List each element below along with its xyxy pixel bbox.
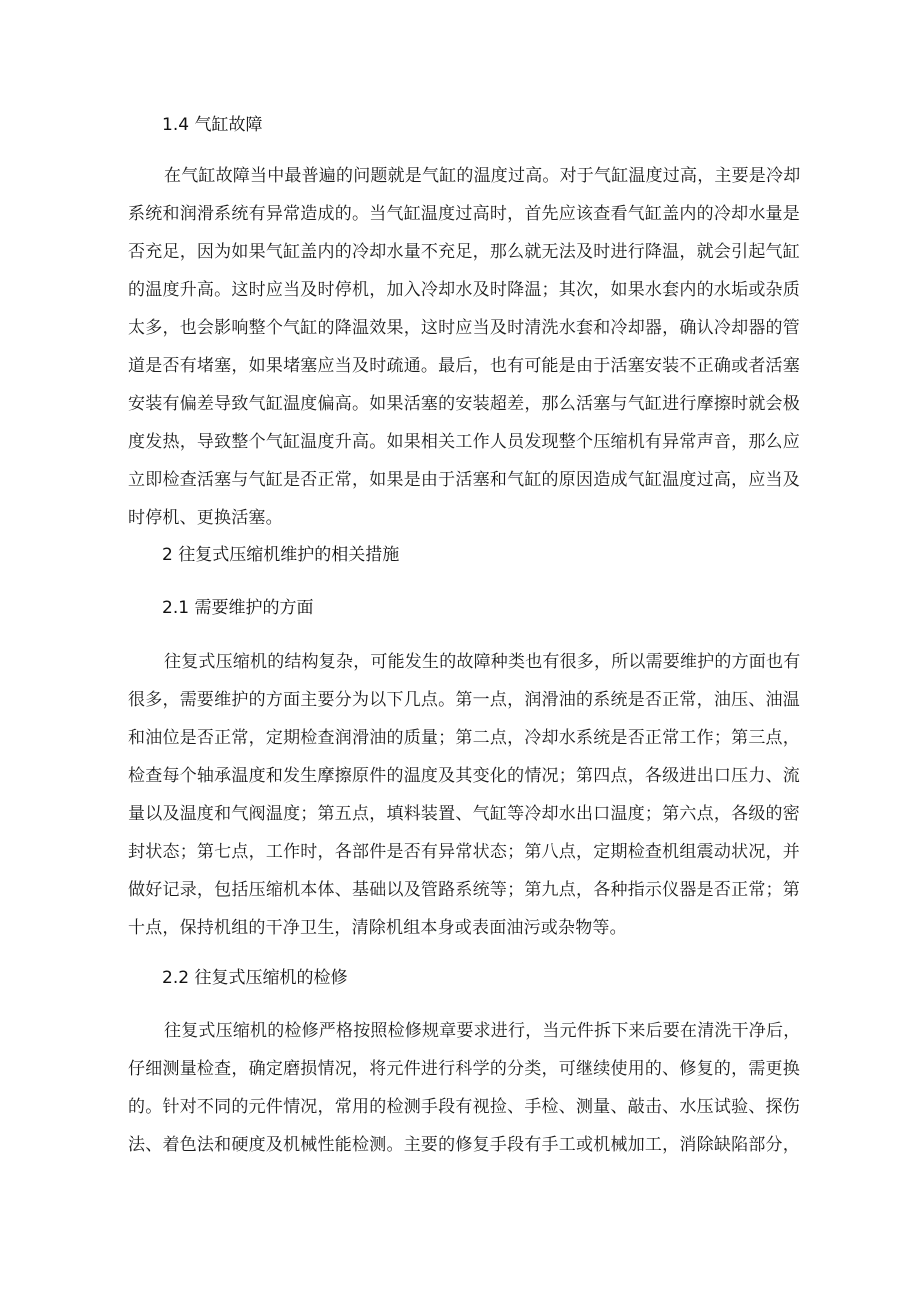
paragraph-line: 和油位是否正常，定期检查润滑油的质量；第二点，冷却水系统是否正常工作；第三点， <box>128 728 800 748</box>
paragraph-line: 时停机、更换活塞。 <box>128 508 283 528</box>
paragraph-line: 立即检查活塞与气缸是否正常，如果是由于活塞和气缸的原因造成气缸温度过高，应当及 <box>128 470 800 490</box>
paragraph <box>128 157 800 537</box>
paragraph-line: 法、着色法和硬度及机械性能检测。主要的修复手段有手工或机械加工，消除缺陷部分， <box>128 1135 800 1155</box>
paragraph-line: 量以及温度和气阀温度；第五点，填料装置、气缸等冷却水出口温度；第六点，各级的密 <box>128 804 800 824</box>
paragraph <box>128 1012 800 1164</box>
paragraph-line: 的。针对不同的元件情况，常用的检测手段有视捡、手检、测量、敲击、水压试验、探伤 <box>128 1097 800 1117</box>
paragraph-line: 道是否有堵塞，如果堵塞应当及时疏通。最后，也有可能是由于活塞安装不正确或者活塞 <box>128 356 800 376</box>
paragraph-line: 在气缸故障当中最普遍的问题就是气缸的温度过高。对于气缸温度过高，主要是冷却 <box>164 166 801 186</box>
paragraph-line: 否充足，因为如果气缸盖内的冷却水量不充足，那么就无法及时进行降温，就会引起气缸 <box>128 242 800 262</box>
paragraph-line: 太多，也会影响整个气缸的降温效果，这时应当及时清洗水套和冷却器，确认冷却器的管 <box>128 318 800 338</box>
paragraph-line: 很多，需要维护的方面主要分为以下几点。第一点，润滑油的系统是否正常，油压、油温 <box>128 690 800 710</box>
paragraph-line: 封状态；第七点，工作时，各部件是否有异常状态；第八点，定期检查机组震动状况，并 <box>128 842 800 862</box>
paragraph-line: 安装有偏差导致气缸温度偏高。如果活塞的安装超差，那么活塞与气缸进行摩擦时就会极 <box>128 394 800 414</box>
paragraph <box>128 643 800 947</box>
paragraph-line: 的温度升高。这时应当及时停机，加入冷却水及时降温；其次，如果水套内的水垢或杂质 <box>128 280 800 300</box>
section-heading: 2 往复式压缩机维护的相关措施 <box>162 545 400 565</box>
paragraph-line: 往复式压缩机的结构复杂，可能发生的故障种类也有很多，所以需要维护的方面也有 <box>164 652 801 672</box>
paragraph-line: 检查每个轴承温度和发生摩擦原件的温度及其变化的情况；第四点，各级进出口压力、流 <box>128 766 800 786</box>
section-heading: 2.1 需要维护的方面 <box>162 598 314 618</box>
paragraph-line: 做好记录，包括压缩机本体、基础以及管路系统等；第九点，各种指示仪器是否正常；第 <box>128 880 800 900</box>
section-heading: 1.4 气缸故障 <box>162 115 263 135</box>
paragraph-line: 系统和润滑系统有异常造成的。当气缸温度过高时，首先应该查看气缸盖内的冷却水量是 <box>128 204 800 224</box>
paragraph-line: 仔细测量检查，确定磨损情况，将元件进行科学的分类，可继续使用的、修复的，需更换 <box>128 1059 800 1079</box>
paragraph-line: 十点，保持机组的干净卫生，清除机组本身或表面油污或杂物等。 <box>128 918 627 938</box>
paragraph-line: 往复式压缩机的检修严格按照检修规章要求进行，当元件拆下来后要在清洗干净后， <box>164 1021 801 1041</box>
paragraph-line: 度发热，导致整个气缸温度升高。如果相关工作人员发现整个压缩机有异常声音，那么应 <box>128 432 800 452</box>
section-heading: 2.2 往复式压缩机的检修 <box>162 968 348 988</box>
